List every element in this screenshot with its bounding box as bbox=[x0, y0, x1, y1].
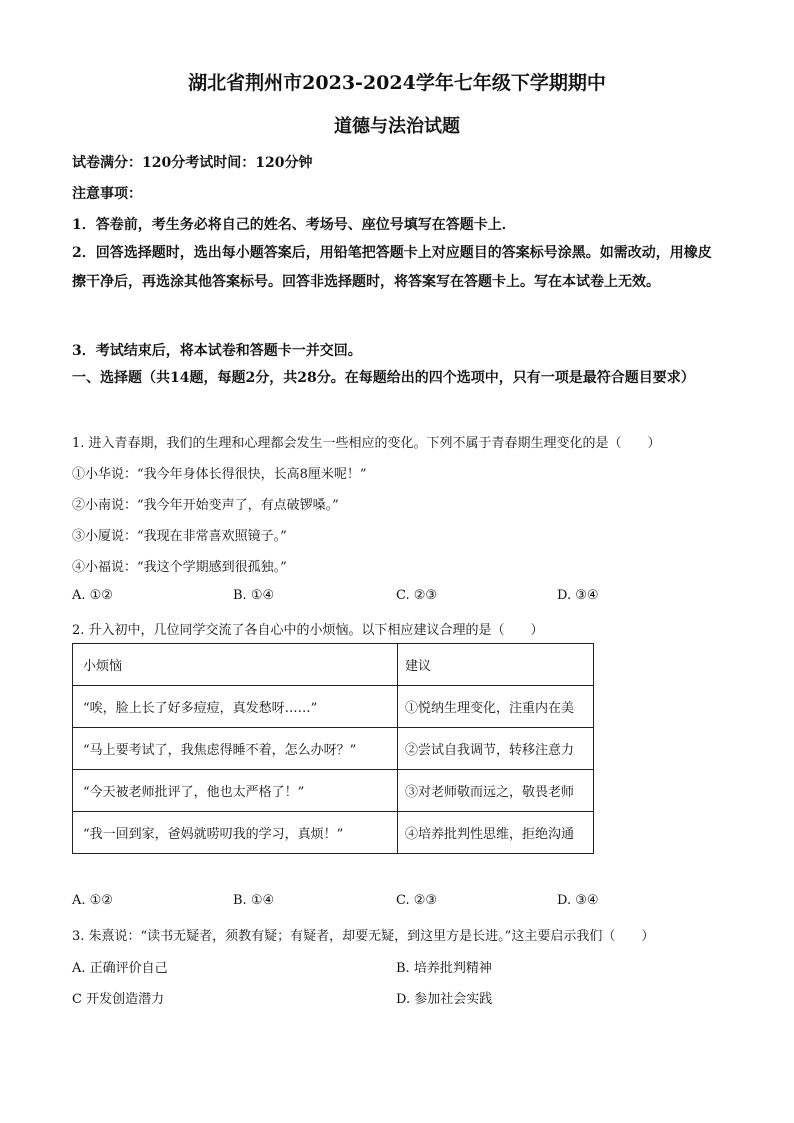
question-3-option-c: C 开发创造潜力 bbox=[72, 992, 165, 1007]
question-3-option-a: A. 正确评价自己 bbox=[72, 961, 168, 976]
table-cell: ④培养批判性思维，拒绝沟通 bbox=[398, 812, 594, 854]
question-1-statement: ②小南说：“我今年开始变声了，有点破锣嗓。” bbox=[72, 498, 339, 513]
question-1-statement: ④小福说：“我这个学期感到很孤独。” bbox=[72, 560, 287, 575]
question-1-stem: 1. 进入青春期，我们的生理和心理都会发生一些相应的变化。下列不属于青春期生理变化的是（ ） bbox=[72, 436, 661, 451]
table-row bbox=[73, 686, 594, 728]
table-cell: “唉，脸上长了好多痘痘，真发愁呀……” bbox=[73, 686, 398, 728]
question-1-statement: ①小华说：“我今年身体长得很快，长高8厘米呢！” bbox=[72, 467, 367, 482]
note-item-1: 1．答卷前，考生务必将自己的姓名、考场号、座位号填写在答题卡上． bbox=[72, 217, 516, 233]
worries-advice-table bbox=[72, 643, 594, 854]
table-cell: “今天被老师批评了，他也太严格了！” bbox=[73, 770, 398, 812]
note-item-2: 2．回答选择题时，选出每小题答案后，用铅笔把答题卡上对应题目的答案标号涂黑。如需改动，用橡皮擦干净后，再选涂其他答案标号。回答非选择题时，将答案写在答题卡上。写在本试卷上无效。 bbox=[72, 245, 712, 290]
table-row bbox=[73, 770, 594, 812]
exam-title: 湖北省荆州市2023-2024学年七年级下学期期中 bbox=[188, 72, 606, 94]
table-header-row bbox=[73, 644, 594, 686]
table-header-cell: 小烦恼 bbox=[73, 644, 398, 686]
table-row bbox=[73, 728, 594, 770]
notes-heading: 注意事项： bbox=[72, 186, 142, 202]
table-cell: “马上要考试了，我焦虑得睡不着，怎么办呀？” bbox=[73, 728, 398, 770]
table-row bbox=[73, 812, 594, 854]
question-1-option-d: D. ③④ bbox=[557, 588, 599, 603]
question-1-option-a: A. ①② bbox=[72, 588, 113, 603]
table-cell: “我一回到家，爸妈就唠叨我的学习，真烦！” bbox=[73, 812, 398, 854]
table-cell: ③对老师敬而远之，敬畏老师 bbox=[398, 770, 594, 812]
exam-info: 试卷满分：120分考试时间：120分钟 bbox=[72, 155, 313, 171]
section-heading: 一、选择题（共14题，每题2分，共28分。在每题给出的四个选项中，只有一项是最符合题目要求） bbox=[72, 370, 695, 386]
question-3-stem: 3. 朱熹说：“读书无疑者，须教有疑；有疑者，却要无疑，到这里方是长进。”这主要启示我们（ ） bbox=[72, 929, 655, 944]
question-1-statement: ③小厦说：“我现在非常喜欢照镜子。” bbox=[72, 529, 287, 544]
note-item-3: 3．考试结束后，将本试卷和答题卡一并交回。 bbox=[72, 343, 362, 359]
question-2-option-b: B. ①④ bbox=[233, 893, 275, 908]
question-1-option-b: B. ①④ bbox=[233, 588, 275, 603]
exam-subject-title: 道德与法治试题 bbox=[334, 116, 460, 137]
question-2-option-c: C. ②③ bbox=[396, 893, 438, 908]
table-cell: ①悦纳生理变化，注重内在美 bbox=[398, 686, 594, 728]
question-2-stem: 2. 升入初中，几位同学交流了各自心中的小烦恼。以下相应建议合理的是（ ） bbox=[72, 623, 544, 638]
question-2-option-a: A. ①② bbox=[72, 893, 113, 908]
question-1-option-c: C. ②③ bbox=[396, 588, 438, 603]
question-3-option-b: B. 培养批判精神 bbox=[396, 961, 492, 976]
table-header-cell: 建议 bbox=[398, 644, 594, 686]
question-2-option-d: D. ③④ bbox=[557, 893, 599, 908]
question-3-option-d: D. 参加社会实践 bbox=[396, 992, 493, 1007]
table-cell: ②尝试自我调节，转移注意力 bbox=[398, 728, 594, 770]
